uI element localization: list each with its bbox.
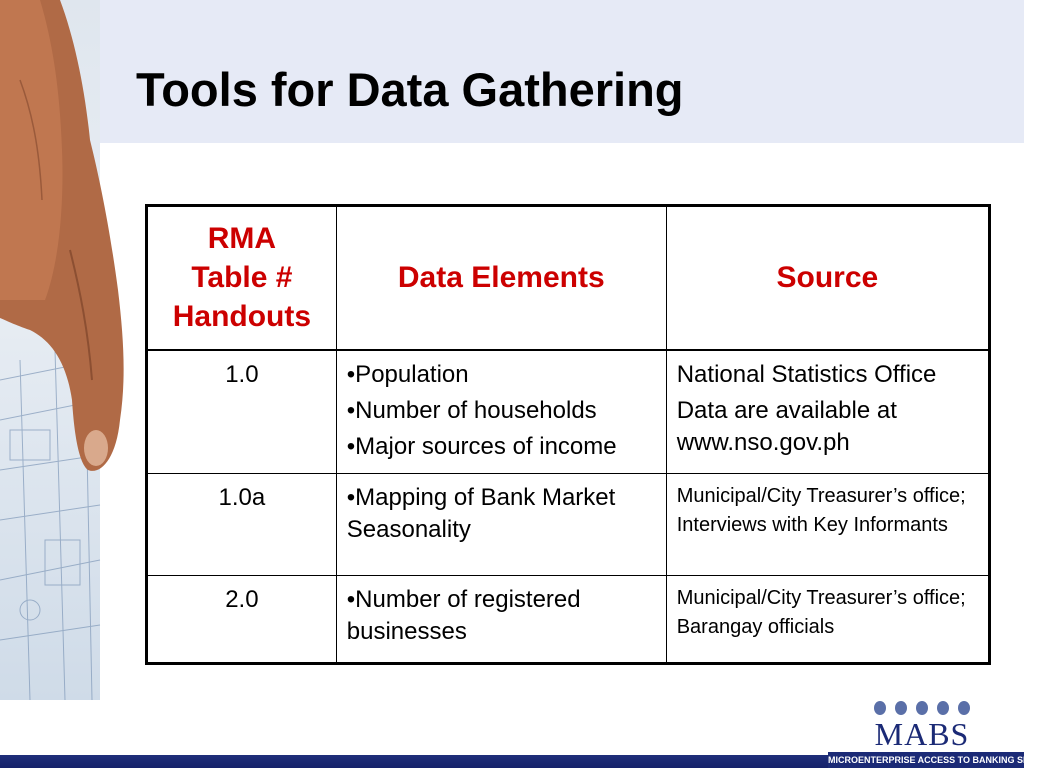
data-element-item: •Number of registered businesses [346, 586, 581, 646]
source-line: Municipal/City Treasurer’s office; Interviews with Key Informants [676, 485, 966, 536]
data-elements-cell [336, 350, 666, 474]
source-cell [666, 350, 989, 474]
logo-text: MABS [874, 716, 970, 752]
rma-number-cell: 2.0 [147, 576, 337, 664]
source-line: Municipal/City Treasurer’s office; Barangay officials [676, 587, 966, 638]
header-rma-line2: Table # [191, 261, 293, 295]
table-row [147, 576, 990, 664]
header-source: Source [666, 206, 989, 350]
data-element-item: •Number of households [346, 396, 597, 424]
mabs-logo [862, 700, 982, 752]
header-rma-line3: Handouts [172, 300, 312, 334]
data-element-item: •Mapping of Bank Market Seasonality [346, 484, 616, 544]
table-row [147, 350, 990, 474]
table-row [147, 474, 990, 576]
source-cell [666, 576, 989, 664]
source-line: National Statistics Office [676, 360, 937, 388]
source-line: Data are available at www.nso.gov.ph [676, 396, 897, 457]
footer-bar [0, 755, 830, 768]
header-rma-line1: RMA [207, 222, 277, 256]
rma-number-cell: 1.0a [147, 474, 337, 576]
decorative-hand-photo [0, 0, 100, 700]
data-elements-cell [336, 576, 666, 664]
header-rma-table-handouts [147, 206, 337, 350]
header-data-elements: Data Elements [336, 206, 666, 350]
rma-number-cell: 1.0 [147, 350, 337, 474]
data-gathering-table [145, 204, 991, 665]
data-elements-cell [336, 474, 666, 576]
source-cell [666, 474, 989, 576]
page-title: Tools for Data Gathering [136, 63, 684, 116]
logo-dots-icon [872, 700, 972, 716]
footer-tagline: MICROENTERPRISE ACCESS TO BANKING SERVICES [828, 752, 1024, 768]
data-element-item: •Population [346, 360, 469, 388]
table-header-row [147, 206, 990, 350]
data-element-item: •Major sources of income [346, 433, 617, 461]
